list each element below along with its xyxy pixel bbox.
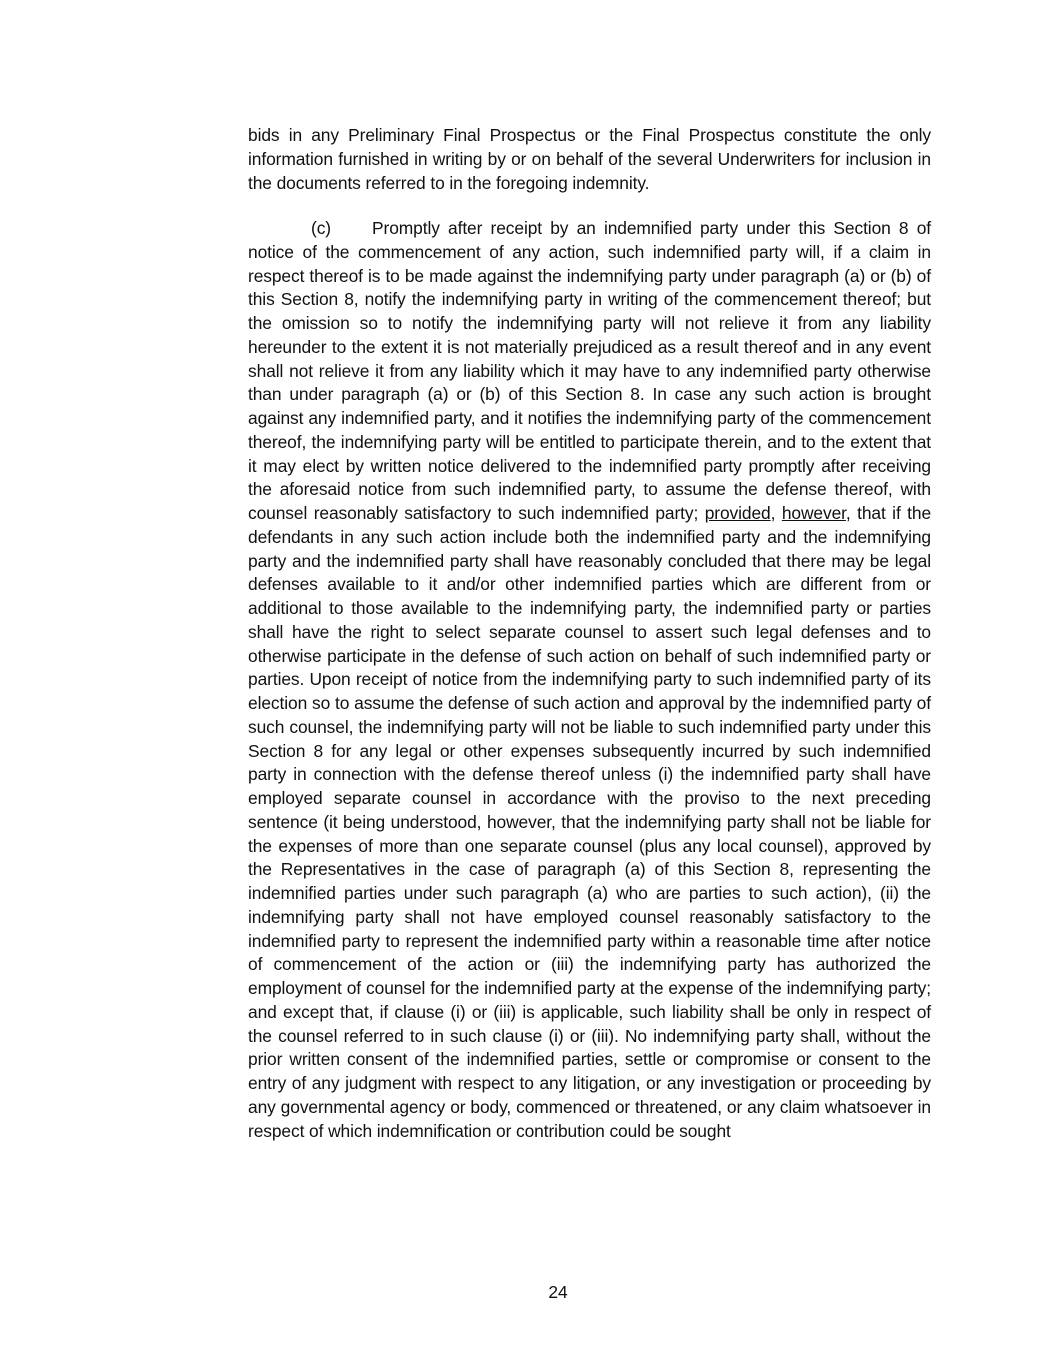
- separator-comma: ,: [770, 503, 782, 523]
- paragraph-c-text-part-1: Promptly after receipt by an indemnified party under this Section 8 of notice of the commencement of any action, such indemnified party will, if a claim in respect thereof is to be made against the indemnifying party under paragraph (a) or (b) of this Section 8, notify the indemnifying party in writing of the commencement thereof; but the omission so to notify the indemnifying party will not relieve it from any liability hereunder to the extent it is not materially prejudiced as a result thereof and in any event shall not relieve it from any liability which it may have to any indemnified party otherwise than under paragraph (a) or (b) of this Section 8. In case any such action is brought against any indemnified party, and it notifies the indemnifying party of the commencement thereof, the indemnifying party will be entitled to participate therein, and to the extent that it may elect by written notice delivered to the indemnified party promptly after receiving the aforesaid notice from such indemnified party, to assume the defense thereof, with counsel reasonably satisfactory to such indemnified party;: [248, 218, 931, 523]
- paragraph-continued: bids in any Preliminary Final Prospectus or the Final Prospectus constitute the only information furnished in writing by or on behalf of the several Underwriters for inclusion in the documents referred to in the foregoing indemnity.: [248, 125, 931, 193]
- page-number: 24: [548, 1282, 568, 1302]
- paragraph-c: [248, 217, 931, 1143]
- underlined-term-however: however: [781, 503, 846, 523]
- paragraph-label: (c): [311, 218, 331, 238]
- underlined-term-provided: provided: [704, 503, 771, 523]
- paragraph-c-text-part-2: , that if the defendants in any such action include both the indemnified party and the indemnifying party and the indemnified party shall have reasonably concluded that there may be legal defenses available to it and/or other indemnified parties which are different from or additional to those available to the indemnifying party, the indemnified party or parties shall have the right to select separate counsel to assert such legal defenses and to otherwise participate in the defense of such action on behalf of such indemnified party or parties. Upon receipt of notice from the indemnifying party to such indemnified party of its election so to assume the defense of such action and approval by the indemnified party of such counsel, the indemnifying party will not be liable to such indemnified party under this Section 8 for any legal or other expenses subsequently incurred by such indemnified party in connection with the defense thereof unless (i) the indemnified party shall have employed separate counsel in accordance with the proviso to the next preceding sentence (it being understood, however, that the indemnifying party shall not be liable for the expenses of more than one separate counsel (plus any local counsel), approved by the Representatives in the case of paragraph (a) of this Section 8, representing the indemnified parties under such paragraph (a) who are parties to such action), (ii) the indemnifying party shall not have employed counsel reasonably satisfactory to the indemnified party to represent the indemnified party within a reasonable time after notice of commencement of the action or (iii) the indemnifying party has authorized the employment of counsel for the indemnified party at the expense of the indemnifying party; and except that, if clause (i) or (iii) is applicable, such liability shall be only in respect of the counsel referred to in such clause (i) or (iii). No indemnifying party shall, without the prior written consent of the indemnified parties, settle or compromise or consent to the entry of any judgment with respect to any litigation, or any investigation or proceeding by any governmental agency or body, commenced or threatened, or any claim whatsoever in respect of which indemnification or contribution could be sought: [248, 503, 932, 1141]
